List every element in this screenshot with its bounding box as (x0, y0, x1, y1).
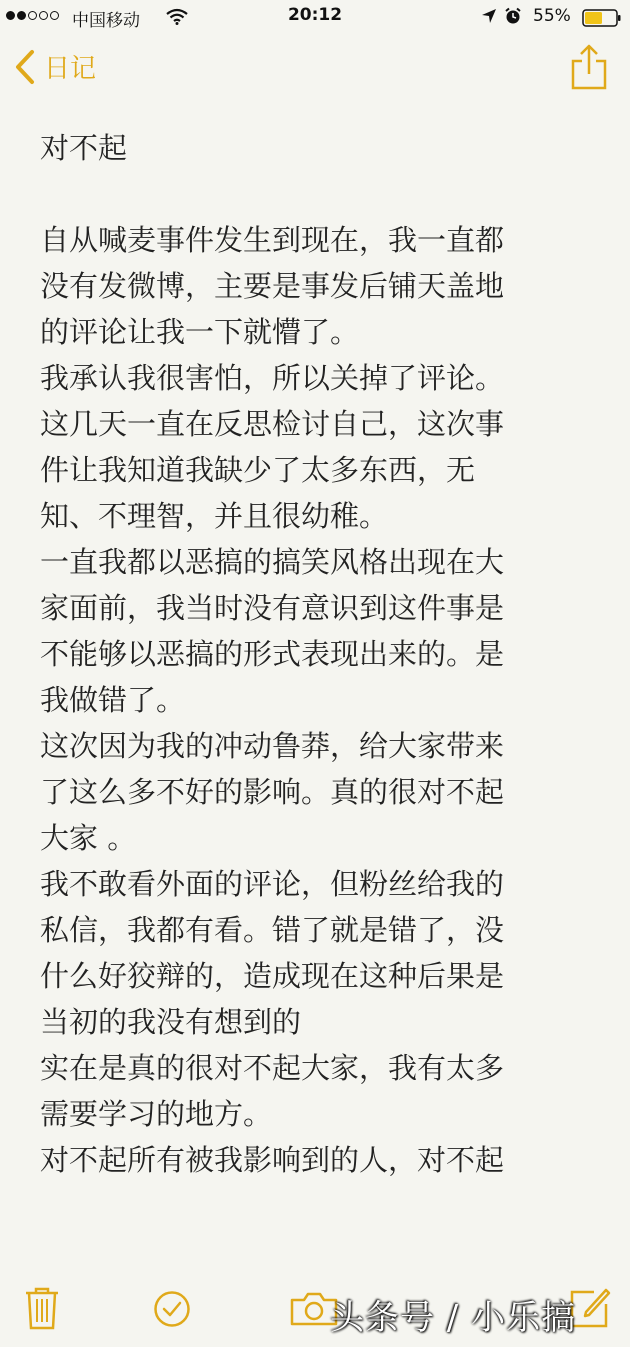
note-line: 我承认我很害怕，所以关掉了评论。 (40, 361, 505, 395)
note-line: 大家 。 (40, 821, 137, 855)
note-line: 我不敢看外面的评论，但粉丝给我的 (40, 867, 505, 901)
note-line: 这几天一直在反思检讨自己，这次事 (40, 407, 505, 441)
note-line: 件让我知道我缺少了太多东西，无 (40, 453, 476, 487)
note-line: 知、不理智，并且很幼稚。 (40, 499, 389, 533)
watermark: 头条号 / 小乐搞 (330, 1298, 577, 1338)
note-line: 我做错了。 (40, 683, 186, 717)
checklist-button[interactable] (153, 1290, 191, 1332)
note-line: 了这么多不好的影响。真的很对不起 (40, 775, 505, 809)
location-arrow-icon (481, 8, 497, 29)
back-button[interactable] (14, 48, 96, 85)
note-content[interactable] (40, 125, 580, 1183)
note-line: 自从喊麦事件发生到现在，我一直都 (40, 223, 505, 257)
chevron-left-icon (14, 49, 36, 85)
alarm-icon (504, 7, 522, 30)
note-line: 不能够以恶搞的形式表现出来的。是 (40, 637, 505, 671)
delete-button[interactable] (24, 1286, 60, 1334)
note-line: 一直我都以恶搞的搞笑风格出现在大 (40, 545, 505, 579)
note-line: 对不起所有被我影响到的人，对不起 (40, 1143, 505, 1177)
note-line: 当初的我没有想到的 (40, 1005, 302, 1039)
note-line: 需要学习的地方。 (40, 1097, 273, 1131)
note-body (40, 217, 580, 1183)
battery-percent: 55% (533, 6, 571, 26)
carrier-name: 中国移动 (72, 11, 140, 31)
status-bar (0, 0, 630, 34)
navigation-bar (0, 34, 630, 106)
note-line: 实在是真的很对不起大家，我有太多 (40, 1051, 505, 1085)
note-line: 的评论让我一下就懵了。 (40, 315, 360, 349)
note-title: 对不起 (40, 131, 128, 165)
note-line: 这次因为我的冲动鲁莽，给大家带来 (40, 729, 505, 763)
note-line: 没有发微博，主要是事发后铺天盖地 (40, 269, 505, 303)
clock: 20:12 (287, 5, 343, 25)
share-button[interactable] (570, 44, 608, 94)
note-line: 私信，我都有看。错了就是错了，没 (40, 913, 505, 947)
note-line: 什么好狡辩的，造成现在这种后果是 (40, 959, 505, 993)
share-icon (570, 75, 608, 94)
trash-icon (24, 1315, 60, 1334)
battery-icon (582, 9, 622, 32)
back-button-label: 日记 (44, 54, 97, 84)
checklist-icon (153, 1313, 191, 1332)
note-line: 家面前，我当时没有意识到这件事是 (40, 591, 505, 625)
